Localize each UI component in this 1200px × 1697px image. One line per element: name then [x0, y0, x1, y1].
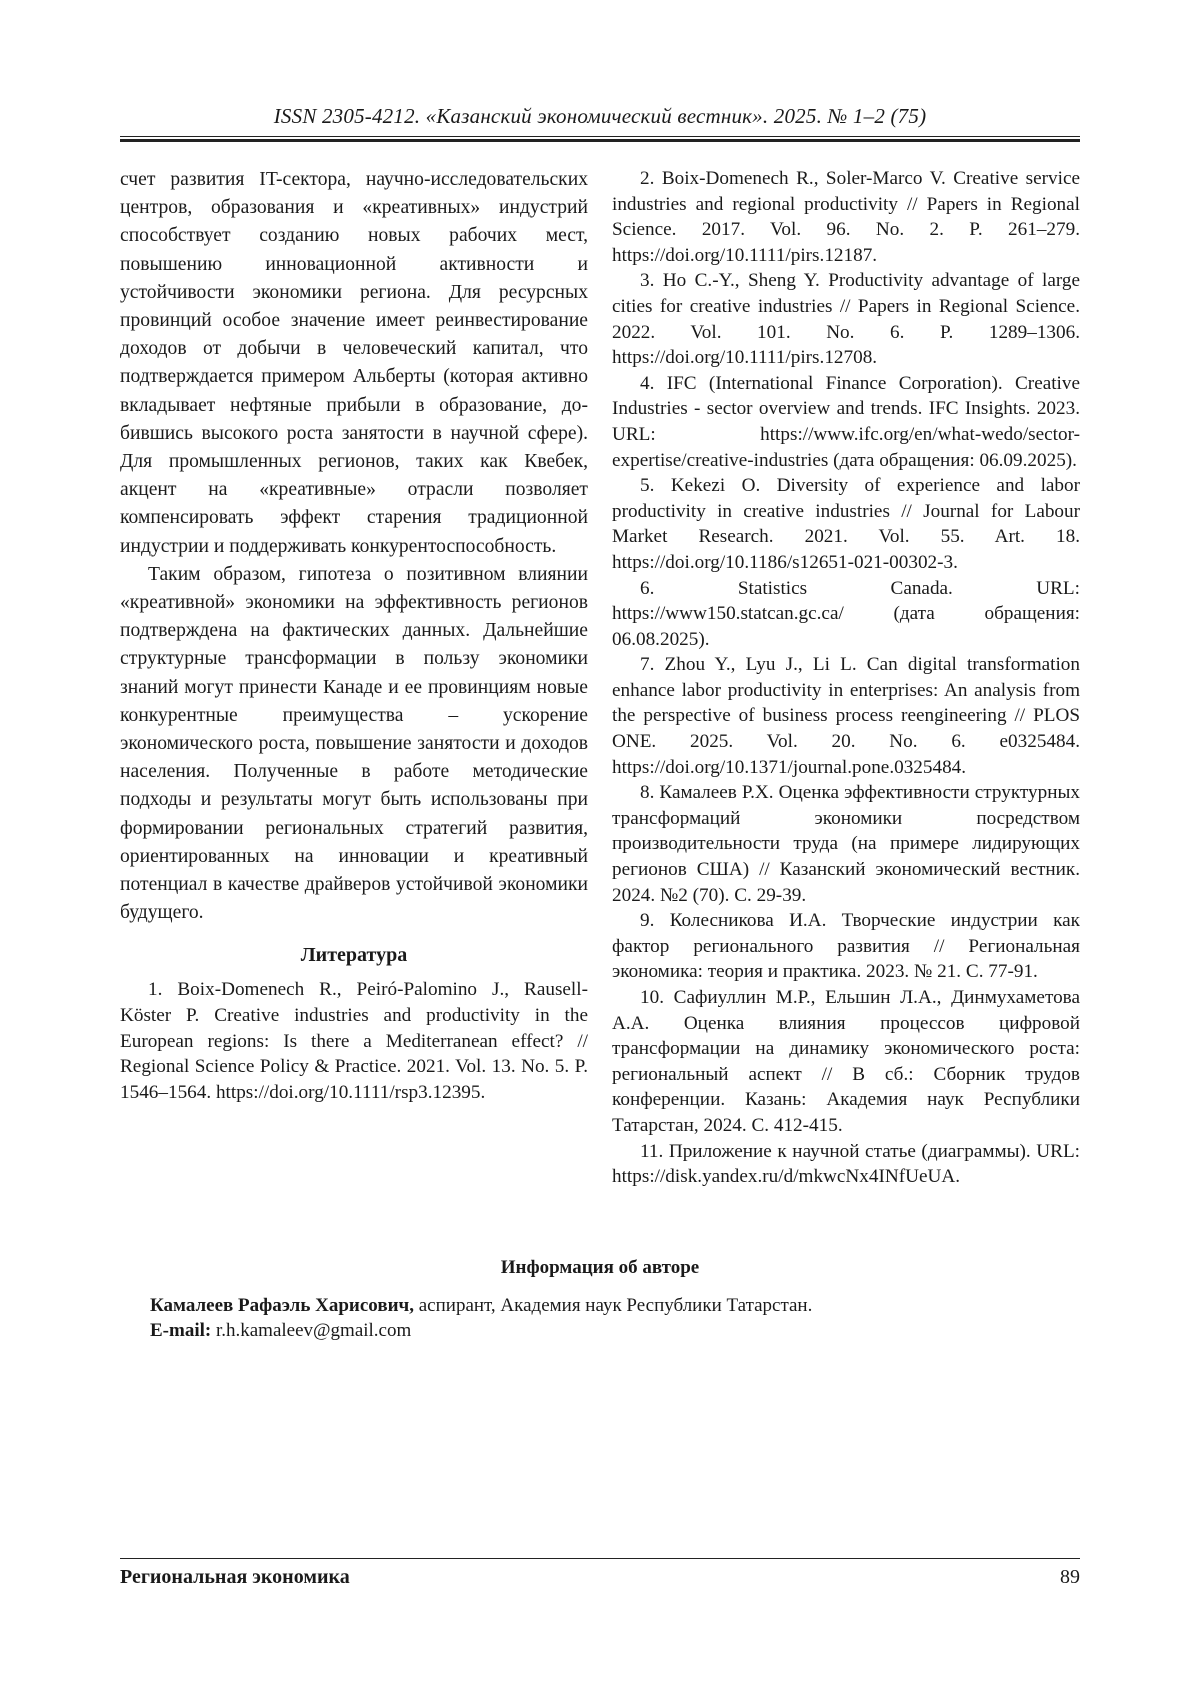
author-affiliation: аспирант, Академия наук Республики Татарстан.: [414, 1295, 813, 1316]
reference-item: 1. Boix-Domenech R., Peiró-Palomino J., Rausell-Köster P. Creative industries and productivity in the European regions: Is there a Mediterranean effect? // Regional Science Policy & Practice. 2021. Vol. 13. No. 5. P. 1546–1564. https://doi.org/10.1111/rsp3.12395.: [120, 979, 588, 1103]
author-line: [150, 1293, 1080, 1318]
reference-item: 7. Zhou Y., Lyu J., Li L. Can digital transformation enhance labor productivity in enterprises: An analysis from the perspective of business process reengineering // PLOS ONE. 2025. Vol. 20. No. 6. e0325484. https://doi.org/10.1371/journal.pone.0325484.: [612, 654, 1080, 778]
header-rule-thick: [120, 139, 1080, 142]
reference-item: 6. Statistics Canada. URL: https://www150.statcan.gc.ca/ (дата обращения: 06.08.2025).: [612, 577, 1080, 650]
running-header: ISSN 2305-4212. «Казанский экономический вестник». 2025. № 1–2 (75): [273, 104, 927, 128]
reference-item: 11. Приложение к научной статье (диаграммы). URL: https://disk.yandex.ru/d/mkwcNx4INfUeUA.: [612, 1140, 1080, 1188]
reference-item: 4. IFC (International Finance Corporation). Creative Industries - sector overview and trends. IFC Insights. 2023. URL: https://www.ifc.org/en/what-wedo/sector-expertise/creative-industries (дата обращения: 06.09.2025).: [612, 372, 1080, 471]
reference-item: 5. Kekezi O. Diversity of experience and labor productivity in creative industries // Journal for Labour Market Research. 2021. Vol. 55. Art. 18. https://doi.org/10.1186/s12651-021-00302-3.: [612, 475, 1080, 573]
author-email: r.h.kamaleev@gmail.com: [211, 1320, 412, 1341]
reference-item: 3. Ho C.-Y., Sheng Y. Productivity advantage of large cities for creative industries // Papers in Regional Science. 2022. Vol. 101. No. 6. P. 1289–1306. https://doi.org/10.1111/pirs.12708.: [612, 270, 1080, 369]
author-email-line: [150, 1318, 1080, 1343]
left-column: [120, 166, 588, 1105]
reference-item: 2. Boix-Domenech R., Soler-Marco V. Creative service industries and regional productivity // Papers in Regional Science. 2017. Vol. 96. No. 2. P. 261–279. https://doi.org/10.1111/pirs.12187.: [612, 168, 1080, 266]
footer-section-title: Региональная экономика: [120, 1566, 350, 1588]
author-info-heading: Информация об авторе: [500, 1257, 700, 1278]
reference-item: 9. Колесникова И.А. Творческие индустрии как фактор регионального развития // Региональная экономика: теория и практика. 2023. № 21. С. 77-91.: [612, 910, 1080, 983]
email-label: E-mail:: [150, 1320, 212, 1341]
page-number: 89: [1060, 1566, 1080, 1588]
references-heading: Литература: [300, 944, 408, 967]
reference-item: 8. Камалеев Р.Х. Оценка эффективности структурных трансформаций экономики посредством производительности труда (на примере лидирующих регионов США) // Казанский экономический вестник. 2024. №2 (70). С. 29-39.: [612, 782, 1080, 906]
body-paragraph: счет развития IT-сектора, научно-исследовательских центров, образования и «креативных» индустрий способствует созданию новых рабочих мест, повышению инновационной активности и устойчивости экономики региона. Для ресурсных провинций особое значение имеет реинвестирование доходов от добычи в человеческий капитал, что подтверждается примером Альберты (которая активно вкладывает нефтяные прибыли в образование, добившись высокого роста занятости в научной сфере). Для промышленных регионов, таких как Квебек, акцент на «креативные» отрасли позволяет компенсировать эффект старения традиционной индустрии и поддерживать конкурентоспособность.: [120, 169, 588, 557]
author-info: [150, 1293, 1080, 1343]
author-name: Камалеев Рафаэль Харисович,: [150, 1295, 414, 1316]
body-paragraph: Таким образом, гипотеза о позитивном влиянии «креативной» экономики на эффективность регионов подтверждена на фактических данных. Дальнейшие структурные трансформации в пользу экономики знаний могут принести Канаде и ее провинциям новые конкурентные преимущества – ускорение экономического роста, повышение занятости и доходов населения. Полученные в работе методические подходы и результаты могут быть использованы при формировании региональных стратегий развития, ориентированных на инновации и креативный потенциал в качестве драйверов устойчивой экономики будущего.: [120, 563, 588, 924]
footer-rule: [120, 1558, 1080, 1559]
reference-item: 10. Сафиуллин М.Р., Ельшин Л.А., Динмухаметова А.А. Оценка влияния процессов цифровой трансформации на динамику экономического роста: региональный аспект // В сб.: Сборник трудов конференции. Казань: Академия наук Республики Татарстан, 2024. С. 412-415.: [612, 987, 1080, 1136]
right-column: [612, 166, 1080, 1190]
header-rule: [120, 136, 1080, 137]
